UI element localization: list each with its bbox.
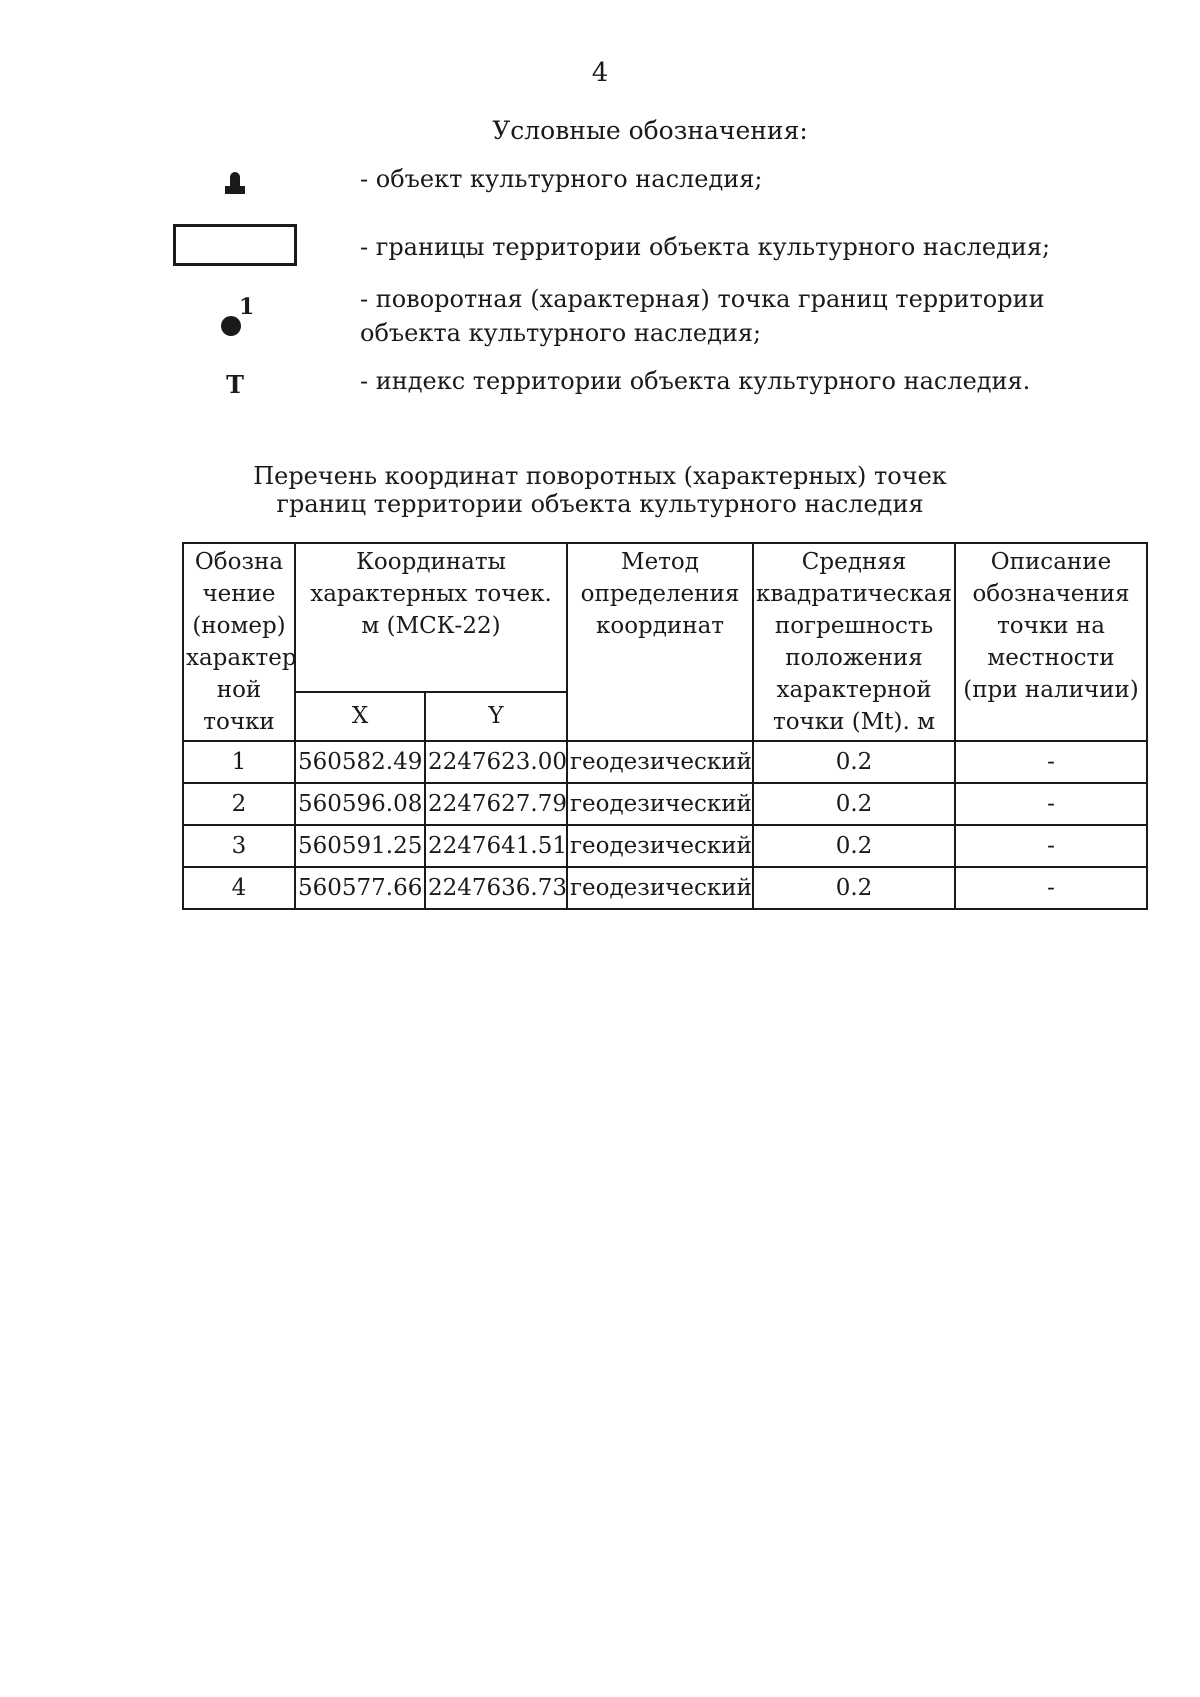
- legend-item-text: - границы территории объекта культурного наследия;: [360, 233, 1051, 261]
- header-error: Средняя квадратическая погрешность положения характерной точки (Mt). м: [753, 543, 955, 741]
- cell-num: 4: [183, 867, 295, 909]
- cell-y: 2247623.00: [425, 741, 567, 783]
- cell-error: 0.2: [753, 867, 955, 909]
- cell-description: -: [955, 867, 1147, 909]
- header-designation: Обозна чение (номер) характер ной точки: [183, 543, 295, 741]
- table-row: [183, 825, 1147, 867]
- coordinates-table: [182, 542, 1148, 910]
- cell-y: 2247627.79: [425, 783, 567, 825]
- cell-error: 0.2: [753, 783, 955, 825]
- legend-item-turning-point: [170, 282, 1130, 358]
- turning-point-icon: [170, 294, 300, 344]
- cell-method: геодезический: [567, 867, 753, 909]
- table-row: [183, 783, 1147, 825]
- legend-title: Условные обозначения:: [492, 116, 808, 145]
- cell-x: 560577.66: [295, 867, 425, 909]
- header-y: Y: [425, 692, 567, 742]
- monument-icon: [170, 168, 300, 198]
- cell-num: 3: [183, 825, 295, 867]
- header-coordinates: Координаты характерных точек. м (МСК-22): [295, 543, 567, 692]
- page-number: 4: [591, 58, 609, 88]
- boundary-rectangle-icon: [170, 222, 300, 268]
- table-title: [0, 462, 1200, 518]
- cell-num: 2: [183, 783, 295, 825]
- cell-description: -: [955, 741, 1147, 783]
- cell-error: 0.2: [753, 825, 955, 867]
- legend-item-boundary: [170, 220, 1130, 270]
- cell-y: 2247641.51: [425, 825, 567, 867]
- cell-x: 560596.08: [295, 783, 425, 825]
- cell-x: 560591.25: [295, 825, 425, 867]
- table-title-line-2: границ территории объекта культурного наследия: [276, 490, 924, 518]
- cell-method: геодезический: [567, 783, 753, 825]
- legend-item-text: - объект культурного наследия;: [360, 165, 763, 193]
- table-row: [183, 741, 1147, 783]
- index-letter: Т: [226, 369, 244, 399]
- cell-num: 1: [183, 741, 295, 783]
- header-description: Описание обозначения точки на местности (при наличии): [955, 543, 1147, 741]
- table-title-line-1: Перечень координат поворотных (характерных) точек: [253, 462, 947, 490]
- cell-description: -: [955, 825, 1147, 867]
- header-method: Метод определения координат: [567, 543, 753, 741]
- legend-item-monument: [170, 162, 1130, 202]
- cell-description: -: [955, 783, 1147, 825]
- cell-y: 2247636.73: [425, 867, 567, 909]
- cell-method: геодезический: [567, 825, 753, 867]
- cell-method: геодезический: [567, 741, 753, 783]
- turning-point-number: 1: [239, 294, 255, 320]
- legend-item-index: [170, 364, 1130, 404]
- index-letter-icon: [170, 366, 300, 402]
- cell-error: 0.2: [753, 741, 955, 783]
- table-row: [183, 867, 1147, 909]
- header-x: X: [295, 692, 425, 742]
- cell-x: 560582.49: [295, 741, 425, 783]
- legend-item-text: - поворотная (характерная) точка границ территории объекта культурного наследия;: [360, 285, 1045, 347]
- legend-item-text: - индекс территории объекта культурного наследия.: [360, 367, 1031, 395]
